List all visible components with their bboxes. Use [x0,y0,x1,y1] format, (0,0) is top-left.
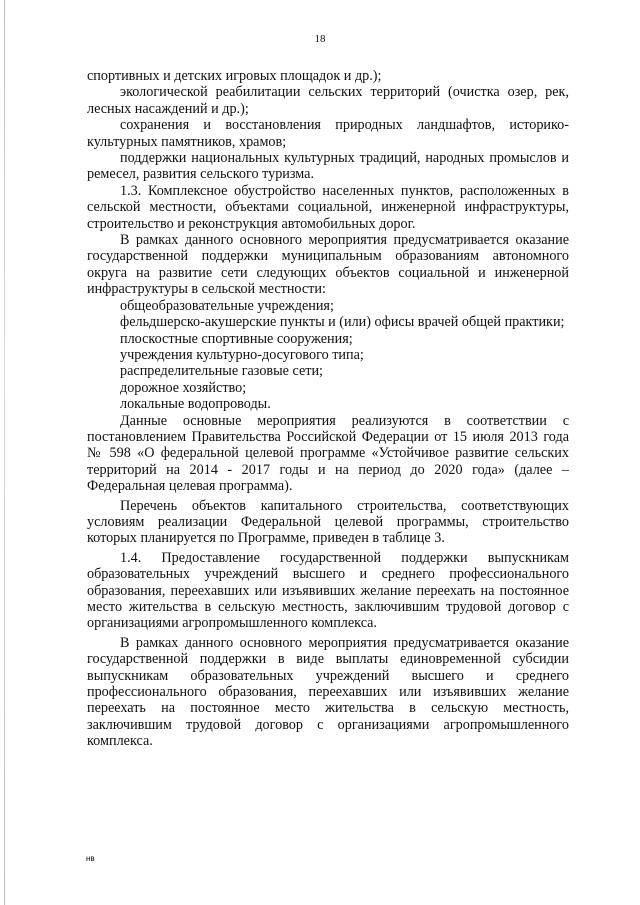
list-item-water-supply: локальные водопроводы. [120,396,271,413]
paragraph-support-municipalities: В рамках данного основного мероприятия предусматривается оказание государственной поддержки муниципальным образованиям автономного округа на развитие сети следующих объектов социальной и инженерной инфраструктуры в сельской местности: [87,232,569,298]
paragraph-continuation: спортивных и детских игровых площадок и др.); [87,68,382,84]
list-item-medical-points: фельдшерско-акушерские пункты и (или) офисы врачей общей практики; [120,314,565,331]
list-item-ecology: экологической реабилитации сельских территорий (очистка озер, рек, лесных насаждений и др.); [87,84,569,117]
paragraph-government-decree: Данные основные мероприятия реализуются в соответствии с постановлением Правительства Российской Федерации от 15 июля 2013 года № 598 «О федеральной целевой программе «Устойчивое развитие сельских территорий на 2014 - 2017 годы и на период до 2020 года» (далее – Федеральная целевая программа). [87,412,569,495]
footer-mark: нв [86,854,95,863]
list-item-landscapes: сохранения и восстановления природных ландшафтов, историко-культурных памятников, храмов; [87,117,569,150]
section-1-4-heading: 1.4. Предоставление государственной поддержки выпускникам образовательных учреждений высшего и среднего профессионального образования, переехавших или изъявивших желание переехать на постоянное место жительства в сельскую местность, заключившим трудовой договор с организациями агропромышленного комплекса. [87,549,569,632]
list-item-sports-facilities: плоскостные спортивные сооружения; [120,330,353,347]
paragraph-capital-objects: Перечень объектов капитального строительства, соответствующих условиям реализации Федеральной целевой программы, строительство которых планируется по Программе, приведен в таблице 3. [87,497,569,547]
list-item-culture-institutions: учреждения культурно-досугового типа; [120,346,364,363]
list-item-gas-networks: распределительные газовые сети; [120,363,323,380]
list-item-roads: дорожное хозяйство; [120,379,247,396]
scan-edge [4,0,5,905]
list-item-schools: общеобразовательные учреждения; [120,297,334,314]
section-1-3-heading: 1.3. Комплексное обустройство населенных пунктов, расположенных в сельской местности, объектами социальной, инженерной инфраструктуры, строительство и реконструкция автомобильных дорог. [87,182,569,232]
paragraph-graduate-subsidy: В рамках данного основного мероприятия предусматривается оказание государственной поддержки в виде выплаты единовременной субсидии выпускникам образовательных учреждений высшего и среднего профессионального образования, переехавших или изъявивших желание переехать на постоянное место жительства в сельскую местность, заключившим трудовой договор с организациями агропромышленного комплекса. [87,634,569,750]
document-body [87,68,569,750]
list-item-traditions: поддержки национальных культурных традиций, народных промыслов и ремесел, развития сельского туризма. [87,150,569,183]
page-number: 18 [314,33,326,45]
